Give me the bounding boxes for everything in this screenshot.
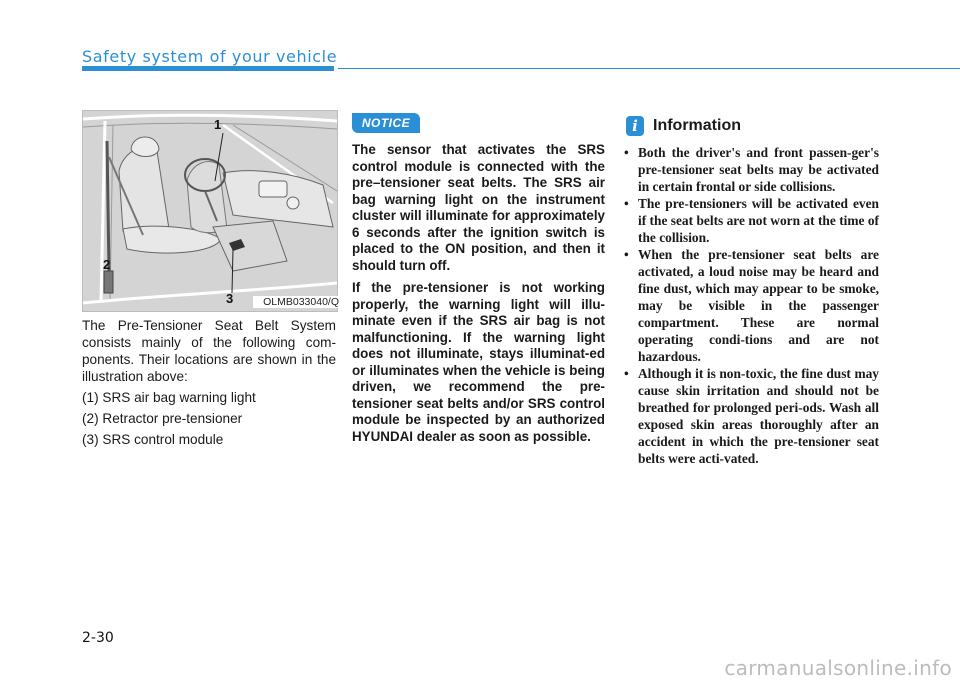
list-item	[624, 144, 879, 195]
bullet-dot: •	[624, 145, 629, 160]
info-title: Information	[653, 117, 741, 134]
notice-paragraph: If the pre-tensioner is not working properly, the warning light will illu-minate even if the SRS air bag is not malfunctioning. If the warning light does not illuminate, stays illuminat-ed or illuminates when the vehicle is being driven, we recommend the pre-tensioner seat belts and/or SRS control module be inspected by an authorized HYUNDAI dealer as soon as possible.	[352, 280, 605, 444]
component-item: (3) SRS control module	[82, 432, 224, 447]
info-icon: i	[626, 116, 644, 136]
intro-paragraph: The Pre-Tensioner Seat Belt System consists mainly of the following com-ponents. Their locations are shown in the illustration above:	[82, 318, 336, 384]
bullet-dot: •	[624, 366, 629, 381]
component-item: (2) Retractor pre-tensioner	[82, 411, 243, 426]
seatbelt-illustration	[82, 110, 338, 312]
car-interior-drawing	[83, 111, 337, 311]
component-description	[82, 317, 336, 448]
figure-code: OLMB033040/Q	[253, 296, 340, 308]
section-title: Safety system of your vehicle	[82, 47, 338, 66]
header-rule-thick	[82, 66, 334, 71]
callout-1: 1	[214, 117, 222, 132]
bullet-text: Although it is non-toxic, the fine dust may cause skin irritation and should not be breathed for prolonged peri-ods. Wash all exposed skin areas thoroughly after an accident in which the pre-tensioner seat belts were acti-vated.	[638, 366, 879, 466]
bullet-text: When the pre-tensioner seat belts are activated, a loud noise may be heard and fine dust, which may appear to be smoke, may be visible in the passenger compartment. These are normal operating condi-tions and are not hazardous.	[638, 247, 879, 364]
bullet-dot: •	[624, 196, 629, 211]
component-item: (1) SRS air bag warning light	[82, 390, 256, 405]
notice-paragraph: The sensor that activates the SRS control module is connected with the pre–tensioner seat belts. The SRS air bag warning light on the instrument cluster will illuminate for approximately 6 seconds after the ignition switch is placed to the ON position, and then it should turn off.	[352, 142, 605, 273]
watermark: carmanualsonline.info	[724, 656, 952, 680]
bullet-text: Both the driver's and front passen-ger's pre-tensioner seat belts may be activated in certain frontal or side collisions.	[638, 145, 879, 194]
header-rule-thin	[338, 68, 960, 69]
list-item	[624, 246, 879, 365]
bullet-text: The pre-tensioners will be activated even if the seat belts are not worn at the time of the collision.	[638, 196, 879, 245]
list-item	[624, 195, 879, 246]
bullet-dot: •	[624, 247, 629, 262]
information-list	[624, 144, 879, 467]
list-item	[624, 365, 879, 467]
callout-2: 2	[103, 257, 111, 272]
page-number: 2-30	[82, 630, 114, 646]
notice-body	[352, 142, 605, 451]
notice-badge: NOTICE	[352, 113, 420, 133]
callout-3: 3	[226, 291, 234, 306]
